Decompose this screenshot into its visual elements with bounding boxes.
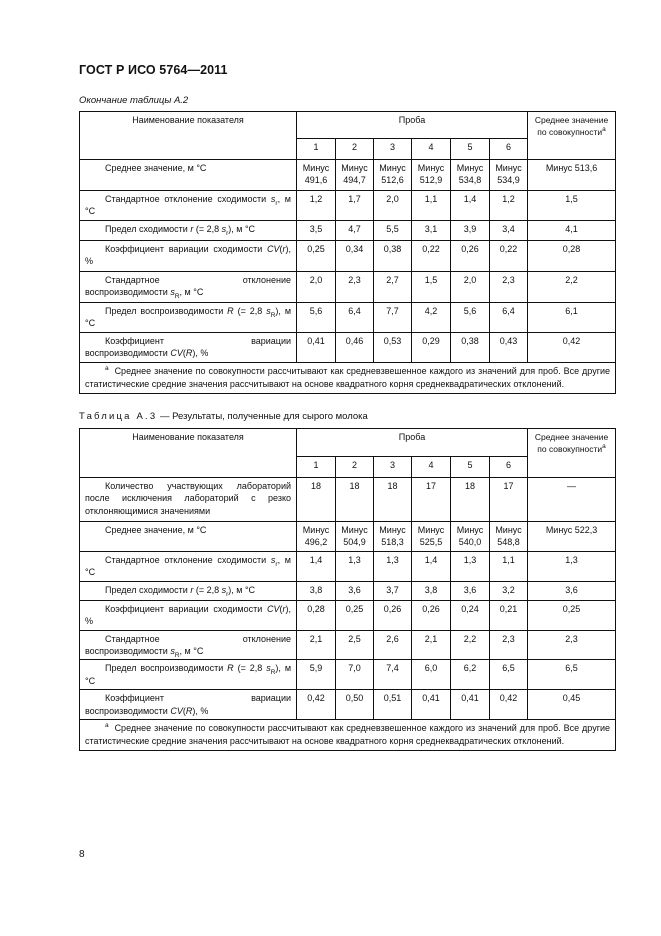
symbol-subscript: R <box>174 293 180 301</box>
row-label-text: (= 2,8 <box>233 663 267 674</box>
value-cell: Минус 534,9 <box>490 160 528 191</box>
row-label <box>80 660 297 690</box>
symbol-subscript: r <box>275 199 278 207</box>
value-cell: Минус 491,6 <box>297 160 336 191</box>
value-cell: 0,53 <box>374 332 412 362</box>
value-cell: 3,2 <box>490 581 528 600</box>
row-label <box>80 332 297 362</box>
value-cell: 2,0 <box>451 272 490 303</box>
value-cell: 18 <box>374 478 412 522</box>
row-label-text: ), м °С <box>228 224 256 234</box>
row-label-text: Коэффициент вариации воспроизводимости <box>85 335 291 359</box>
row-label-text: ), % <box>192 705 209 716</box>
row-label-text: , м °С <box>85 554 291 578</box>
row-label <box>80 551 297 581</box>
mean-value-cell: 1,3 <box>528 551 616 581</box>
value-cell: 1,1 <box>412 191 451 221</box>
value-cell: 3,6 <box>451 581 490 600</box>
header-row <box>80 429 616 457</box>
symbol: s <box>266 306 271 316</box>
value-cell: 2,7 <box>374 272 412 303</box>
value-cell: 1,3 <box>336 551 374 581</box>
value-cell: 2,3 <box>336 272 374 303</box>
mean-value-cell: Минус 513,6 <box>528 160 616 191</box>
value-cell: 2,6 <box>374 630 412 660</box>
value-cell: 0,38 <box>374 241 412 272</box>
value-cell: 0,24 <box>451 600 490 630</box>
footnote-marker: а <box>602 443 606 451</box>
sample-number-header: 1 <box>297 457 336 478</box>
row-label <box>80 600 297 630</box>
mean-value-cell: 2,2 <box>528 272 616 303</box>
row-label-text: , м °С <box>179 287 204 298</box>
table-row <box>80 191 616 221</box>
value-cell: 3,8 <box>412 581 451 600</box>
value-cell: 0,50 <box>336 690 374 720</box>
value-cell: 2,1 <box>297 630 336 660</box>
value-cell: 0,26 <box>412 600 451 630</box>
row-label <box>80 690 297 720</box>
value-cell: 4,7 <box>336 221 374 241</box>
sample-number-header: 6 <box>490 457 528 478</box>
value-cell: 2,5 <box>336 630 374 660</box>
row-label-text: Предел сходимости <box>105 584 191 595</box>
column-header-name-text: Наименование показателя <box>132 432 244 442</box>
footnote-row <box>80 720 616 751</box>
row-label-text: ( <box>279 244 283 254</box>
row-label-text: Коэффициент вариации воспроизводимости <box>85 693 291 716</box>
table-row <box>80 522 616 552</box>
table-row <box>80 221 616 241</box>
symbol: s <box>170 646 175 657</box>
footnote <box>80 362 616 393</box>
document-header: ГОСТ Р ИСО 5764—2011 <box>79 63 228 77</box>
row-label-text: ( <box>279 603 283 614</box>
value-cell: Минус 512,6 <box>374 160 412 191</box>
row-label-text: Стандартное отклонение воспроизводимости <box>85 275 291 298</box>
value-cell: 0,51 <box>374 690 412 720</box>
value-cell: 7,4 <box>374 660 412 690</box>
column-header-name <box>80 112 297 160</box>
sample-number-header: 3 <box>374 139 412 160</box>
row-label-text: ), % <box>85 603 291 627</box>
row-label-text: Коэффициент вариации сходимости <box>105 244 267 254</box>
symbol: s <box>270 554 276 565</box>
row-label-text: Стандартное отклонение сходимости <box>105 554 271 565</box>
symbol: s <box>221 584 227 595</box>
symbol-subscript: r <box>275 560 278 568</box>
mean-value-cell: Минус 522,3 <box>528 522 616 552</box>
table-row <box>80 160 616 191</box>
value-cell: 3,6 <box>336 581 374 600</box>
value-cell: 1,7 <box>336 191 374 221</box>
value-cell: Минус 496,2 <box>297 522 336 552</box>
symbol: R <box>185 705 193 716</box>
value-cell: 0,28 <box>297 600 336 630</box>
value-cell: 6,0 <box>412 660 451 690</box>
row-label-text: ( <box>182 348 186 359</box>
value-cell: 0,22 <box>412 241 451 272</box>
value-cell: 1,2 <box>297 191 336 221</box>
row-label-text: (= 2,8 <box>193 584 222 595</box>
symbol: CV <box>266 603 280 614</box>
value-cell: 0,25 <box>336 600 374 630</box>
row-label-text: Предел воспроизводимости <box>105 663 228 674</box>
column-header-name <box>80 429 297 478</box>
symbol: CV <box>170 348 183 359</box>
value-cell: 1,2 <box>490 191 528 221</box>
row-label-text: Предел сходимости <box>105 224 191 234</box>
value-cell: 2,2 <box>451 630 490 660</box>
column-header-sample <box>297 429 528 457</box>
value-cell: 0,42 <box>490 690 528 720</box>
value-cell: 3,1 <box>412 221 451 241</box>
value-cell: 0,41 <box>297 332 336 362</box>
row-label-text: Среднее значение, м °С <box>105 163 207 173</box>
sample-number-header: 5 <box>451 457 490 478</box>
mean-value-cell: — <box>528 478 616 522</box>
value-cell: 3,9 <box>451 221 490 241</box>
value-cell: 0,42 <box>297 690 336 720</box>
header-row <box>80 112 616 139</box>
footnote-text: Среднее значение по совокупности рассчитывают как средневзвешенное каждого из значений для проб. Все другие статистические средние значения рассчитывают на основе квадратного корня среднеквадратических отклонений. <box>85 365 611 389</box>
value-cell: 6,5 <box>490 660 528 690</box>
symbol-subscript: r <box>226 590 229 598</box>
sample-number-header: 4 <box>412 457 451 478</box>
footnote-row <box>80 362 616 393</box>
row-label-text: ), % <box>85 244 291 267</box>
symbol: s <box>221 224 227 234</box>
row-label <box>80 581 297 600</box>
row-label-text: ( <box>182 705 186 716</box>
row-label <box>80 272 297 303</box>
mean-value-cell: 6,1 <box>528 303 616 333</box>
sample-number-header: 1 <box>297 139 336 160</box>
table2-caption: Таблица А.3 — Результаты, полученные для сырого молока <box>79 411 368 422</box>
table-row <box>80 332 616 362</box>
value-cell: 0,46 <box>336 332 374 362</box>
table-row <box>80 272 616 303</box>
table1-caption: Окончание таблицы А.2 <box>79 95 189 106</box>
row-label <box>80 630 297 660</box>
value-cell: 7,7 <box>374 303 412 333</box>
row-label <box>80 303 297 333</box>
footnote-text: Среднее значение по совокупности рассчитывают как средневзвешенное каждого из значений для проб. Все другие статистические средние значения рассчитывают на основе квадратного корня среднеквадратических отклонений. <box>85 723 611 747</box>
column-header-mean-text: Среднее значение по совокупности <box>534 115 609 137</box>
table-a3 <box>79 428 616 751</box>
row-label-text: , м °С <box>85 194 291 217</box>
value-cell: 3,4 <box>490 221 528 241</box>
value-cell: Минус 534,8 <box>451 160 490 191</box>
row-label <box>80 191 297 221</box>
symbol: r <box>190 584 194 595</box>
mean-value-cell: 0,42 <box>528 332 616 362</box>
mean-value-cell: 0,25 <box>528 600 616 630</box>
mean-value-cell: 3,6 <box>528 581 616 600</box>
value-cell: 1,4 <box>451 191 490 221</box>
row-label <box>80 522 297 552</box>
table-row <box>80 581 616 600</box>
table-row <box>80 630 616 660</box>
sample-number-header: 5 <box>451 139 490 160</box>
value-cell: 5,9 <box>297 660 336 690</box>
value-cell: 0,22 <box>490 241 528 272</box>
column-header-sample <box>297 112 528 139</box>
value-cell: 17 <box>490 478 528 522</box>
symbol: s <box>170 287 175 298</box>
value-cell: 18 <box>336 478 374 522</box>
symbol: R <box>185 348 193 359</box>
symbol-subscript: r <box>226 229 229 237</box>
value-cell: 0,25 <box>297 241 336 272</box>
footnote <box>80 720 616 751</box>
value-cell: 0,41 <box>451 690 490 720</box>
value-cell: 5,6 <box>451 303 490 333</box>
row-label-text: Стандартное отклонение воспроизводимости <box>85 633 291 657</box>
symbol-subscript: R <box>270 311 276 319</box>
column-header-sample-text: Проба <box>398 115 426 125</box>
table-row <box>80 303 616 333</box>
footnote-marker: а <box>602 126 606 134</box>
value-cell: 1,3 <box>374 551 412 581</box>
mean-value-cell: 0,28 <box>528 241 616 272</box>
column-header-mean <box>528 112 616 160</box>
value-cell: 18 <box>297 478 336 522</box>
symbol-subscript: R <box>270 669 276 677</box>
row-label-text: Стандартное отклонение сходимости <box>105 194 271 204</box>
value-cell: 0,34 <box>336 241 374 272</box>
symbol: CV <box>170 705 183 716</box>
value-cell: 6,4 <box>336 303 374 333</box>
value-cell: 1,4 <box>297 551 336 581</box>
mean-value-cell: 4,1 <box>528 221 616 241</box>
value-cell: 1,5 <box>412 272 451 303</box>
symbol-subscript: R <box>174 651 180 659</box>
column-header-name-text: Наименование показателя <box>132 115 244 125</box>
value-cell: 17 <box>412 478 451 522</box>
symbol: R <box>227 663 234 674</box>
value-cell: Минус 540,0 <box>451 522 490 552</box>
column-header-mean <box>528 429 616 478</box>
table-row <box>80 241 616 272</box>
value-cell: 2,3 <box>490 272 528 303</box>
value-cell: Минус 512,9 <box>412 160 451 191</box>
row-label-text: Среднее значение, м °С <box>105 525 207 535</box>
table-row <box>80 660 616 690</box>
table-row <box>80 600 616 630</box>
symbol: r <box>190 224 194 234</box>
table-row <box>80 478 616 522</box>
symbol: CV <box>266 244 280 254</box>
row-label-text: ), % <box>192 348 209 359</box>
row-label-text: Коэффициент вариации сходимости <box>105 603 267 614</box>
value-cell: 0,21 <box>490 600 528 630</box>
row-label-text: ), м °С <box>85 306 292 329</box>
value-cell: 2,1 <box>412 630 451 660</box>
row-label-text: Количество участвующих лабораторий после исключения лабораторий с резко отклоняющимися значениями <box>85 481 291 516</box>
mean-value-cell: 1,5 <box>528 191 616 221</box>
symbol: s <box>270 194 276 204</box>
value-cell: 3,5 <box>297 221 336 241</box>
symbol: s <box>266 663 271 674</box>
row-label-text: Предел воспроизводимости <box>105 306 228 316</box>
table-row <box>80 690 616 720</box>
value-cell: 1,3 <box>451 551 490 581</box>
value-cell: 1,1 <box>490 551 528 581</box>
sample-number-header: 2 <box>336 139 374 160</box>
table-row <box>80 551 616 581</box>
sample-number-header: 3 <box>374 457 412 478</box>
row-label-text: ), м °С <box>228 584 256 595</box>
value-cell: 5,6 <box>297 303 336 333</box>
value-cell: 6,2 <box>451 660 490 690</box>
value-cell: Минус 518,3 <box>374 522 412 552</box>
row-label-text: (= 2,8 <box>193 224 222 234</box>
value-cell: 2,3 <box>490 630 528 660</box>
value-cell: Минус 504,9 <box>336 522 374 552</box>
row-label-text: (= 2,8 <box>233 306 267 316</box>
row-label <box>80 478 297 522</box>
row-label <box>80 221 297 241</box>
symbol: r <box>282 603 286 614</box>
table-a2-continued <box>79 111 616 394</box>
row-label-text: ), м °С <box>85 663 292 686</box>
value-cell: 7,0 <box>336 660 374 690</box>
value-cell: 0,26 <box>374 600 412 630</box>
sample-number-header: 6 <box>490 139 528 160</box>
column-header-sample-text: Проба <box>398 432 426 442</box>
row-label-text: , м °С <box>179 646 204 657</box>
value-cell: 2,0 <box>374 191 412 221</box>
value-cell: 1,4 <box>412 551 451 581</box>
value-cell: 0,38 <box>451 332 490 362</box>
symbol: R <box>227 306 234 316</box>
value-cell: 2,0 <box>297 272 336 303</box>
mean-value-cell: 6,5 <box>528 660 616 690</box>
value-cell: Минус 494,7 <box>336 160 374 191</box>
sample-number-header: 2 <box>336 457 374 478</box>
mean-value-cell: 2,3 <box>528 630 616 660</box>
value-cell: Минус 525,5 <box>412 522 451 552</box>
value-cell: 5,5 <box>374 221 412 241</box>
value-cell: 6,4 <box>490 303 528 333</box>
value-cell: 0,43 <box>490 332 528 362</box>
value-cell: 3,7 <box>374 581 412 600</box>
column-header-mean-text: Среднее значение по совокупности <box>534 432 609 454</box>
value-cell: 4,2 <box>412 303 451 333</box>
value-cell: 0,29 <box>412 332 451 362</box>
row-label <box>80 160 297 191</box>
value-cell: Минус 548,8 <box>490 522 528 552</box>
footnote-marker: а <box>105 364 109 372</box>
value-cell: 0,26 <box>451 241 490 272</box>
page-number: 8 <box>79 849 85 860</box>
value-cell: 0,41 <box>412 690 451 720</box>
row-label <box>80 241 297 272</box>
footnote-marker: а <box>105 722 109 730</box>
value-cell: 3,8 <box>297 581 336 600</box>
symbol: r <box>282 244 286 254</box>
value-cell: 18 <box>451 478 490 522</box>
mean-value-cell: 0,45 <box>528 690 616 720</box>
sample-number-header: 4 <box>412 139 451 160</box>
